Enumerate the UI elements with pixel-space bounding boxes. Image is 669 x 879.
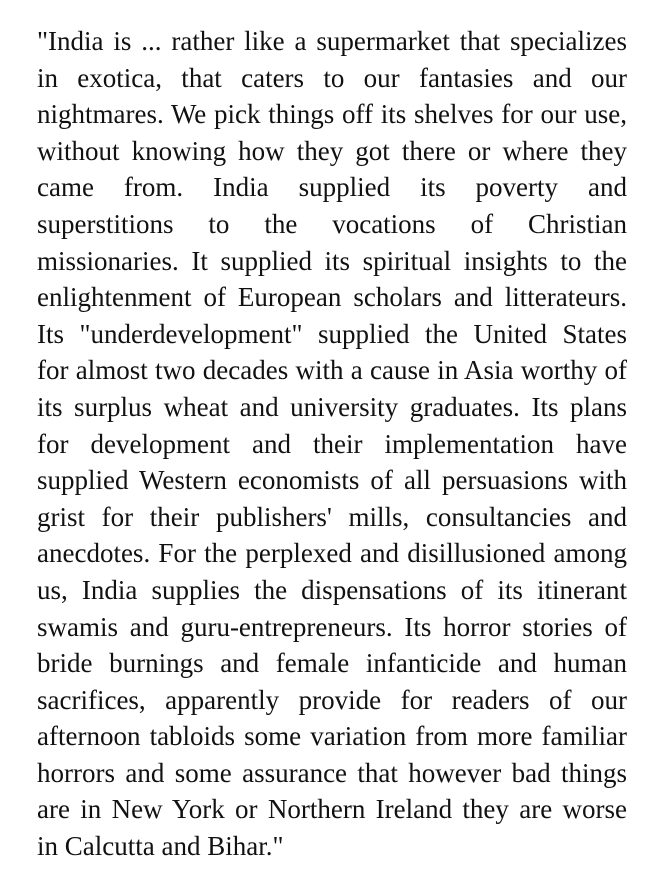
quote-line: in exotica, that caters to our fantasies and our [37,62,627,93]
quote-line: sacrifices, apparently provide for readers of our [37,684,627,715]
quote-line: "India is ... rather like a supermarket that specializes [37,26,627,56]
quote-line: for almost two decades with a cause in Asia worthy of [37,355,627,386]
quote-line: its surplus wheat and university graduates. Its plans [37,391,627,422]
quote-line: anecdotes. For the perplexed and disillusioned among [37,538,627,569]
quote-line: superstitions to the vocations of Christian [37,208,627,239]
quote-line: horrors and some assurance that however bad things [37,757,627,788]
quote-line: us, India supplies the dispensations of its itinerant [37,574,627,605]
quote-line: without knowing how they got there or where they [37,135,627,166]
quote-line: in Calcutta and Bihar." [37,831,284,862]
quote-line: grist for their publishers' mills, consultancies and [37,501,627,532]
quote-line: supplied Western economists of all persuasions with [37,465,627,496]
quote-line: for development and their implementation have [37,428,627,459]
quote-line: Its "underdevelopment" supplied the United States [37,318,627,349]
quote-line: afternoon tabloids some variation from more familiar [37,721,627,752]
quote-line: nightmares. We pick things off its shelves for our use, [37,99,627,130]
quote-line: enlightenment of European scholars and litterateurs. [37,282,627,313]
quote-line: missionaries. It supplied its spiritual insights to the [37,245,627,276]
quote-line: swamis and guru-entrepreneurs. Its horror stories of [37,611,627,642]
quote-line: came from. India supplied its poverty and [37,172,627,203]
quote-line: are in New York or Northern Ireland they are worse [37,794,627,825]
quote-line: bride burnings and female infanticide and human [37,648,627,679]
quote-paragraph [37,23,627,865]
